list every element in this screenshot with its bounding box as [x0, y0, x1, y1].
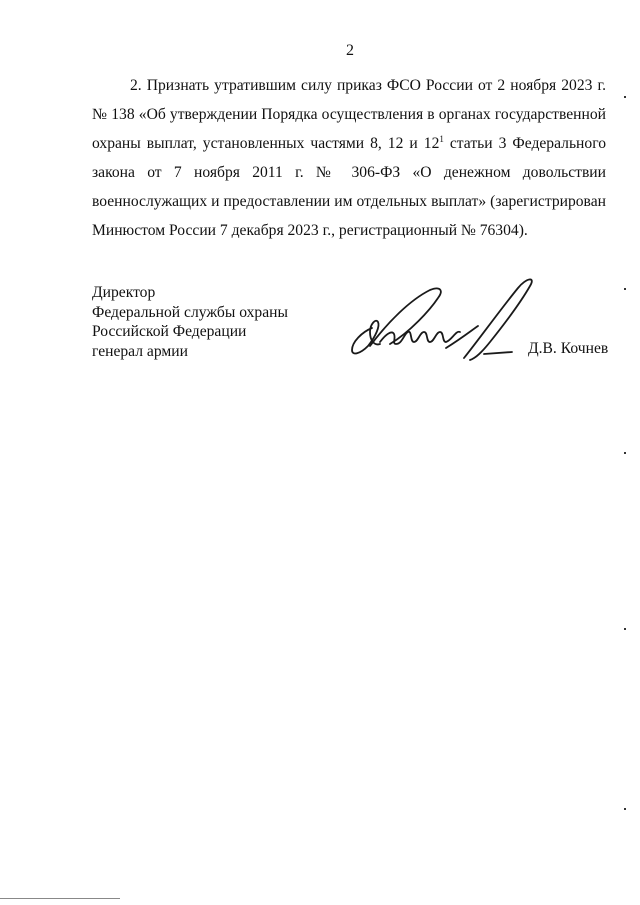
page-number: 2	[346, 42, 354, 59]
paragraph-superscript: 1	[439, 134, 444, 144]
signatory-title-block	[92, 283, 352, 361]
signatory-rank: генерал армии	[92, 342, 188, 360]
margin-mark	[624, 628, 626, 630]
signature-stroke-underline	[446, 326, 478, 348]
margin-mark	[624, 288, 626, 290]
signatory-title-line1: Директор	[92, 284, 156, 301]
signature-stroke-dash	[484, 352, 512, 354]
signatory-title-line2: Федеральной службы охраны	[92, 303, 288, 321]
signatory-title-line3: Российской Федерации	[92, 323, 247, 340]
paragraph-text-part1: Признать утратившим силу приказ ФСО России от 2 ноября 2023 г. № 138 «Об утверждении Порядка осуществления в органах государственной охраны выплат, установленных частями 8, 12 и 12	[92, 77, 606, 152]
paragraph-text-part2: статьи 3 Федерального закона от 7 ноября 2011 г. № 306-ФЗ «О денежном довольствии военнослужащих и предоставлении им отдельных выплат» (зарегистрирован Минюстом России 7 декабря 2023 г., регистрационный № 76304).	[92, 135, 607, 239]
signature-stroke-flourish	[370, 288, 441, 346]
margin-mark	[624, 808, 626, 810]
margin-mark	[624, 452, 626, 454]
paragraph-number: 2.	[130, 77, 142, 94]
paragraph-2	[92, 71, 606, 245]
handwritten-signature	[340, 270, 550, 370]
margin-mark	[624, 96, 626, 98]
footer-rule	[0, 898, 120, 899]
signatory-name: Д.В. Кочнев	[528, 340, 609, 357]
signature-stroke-rise	[464, 279, 532, 360]
